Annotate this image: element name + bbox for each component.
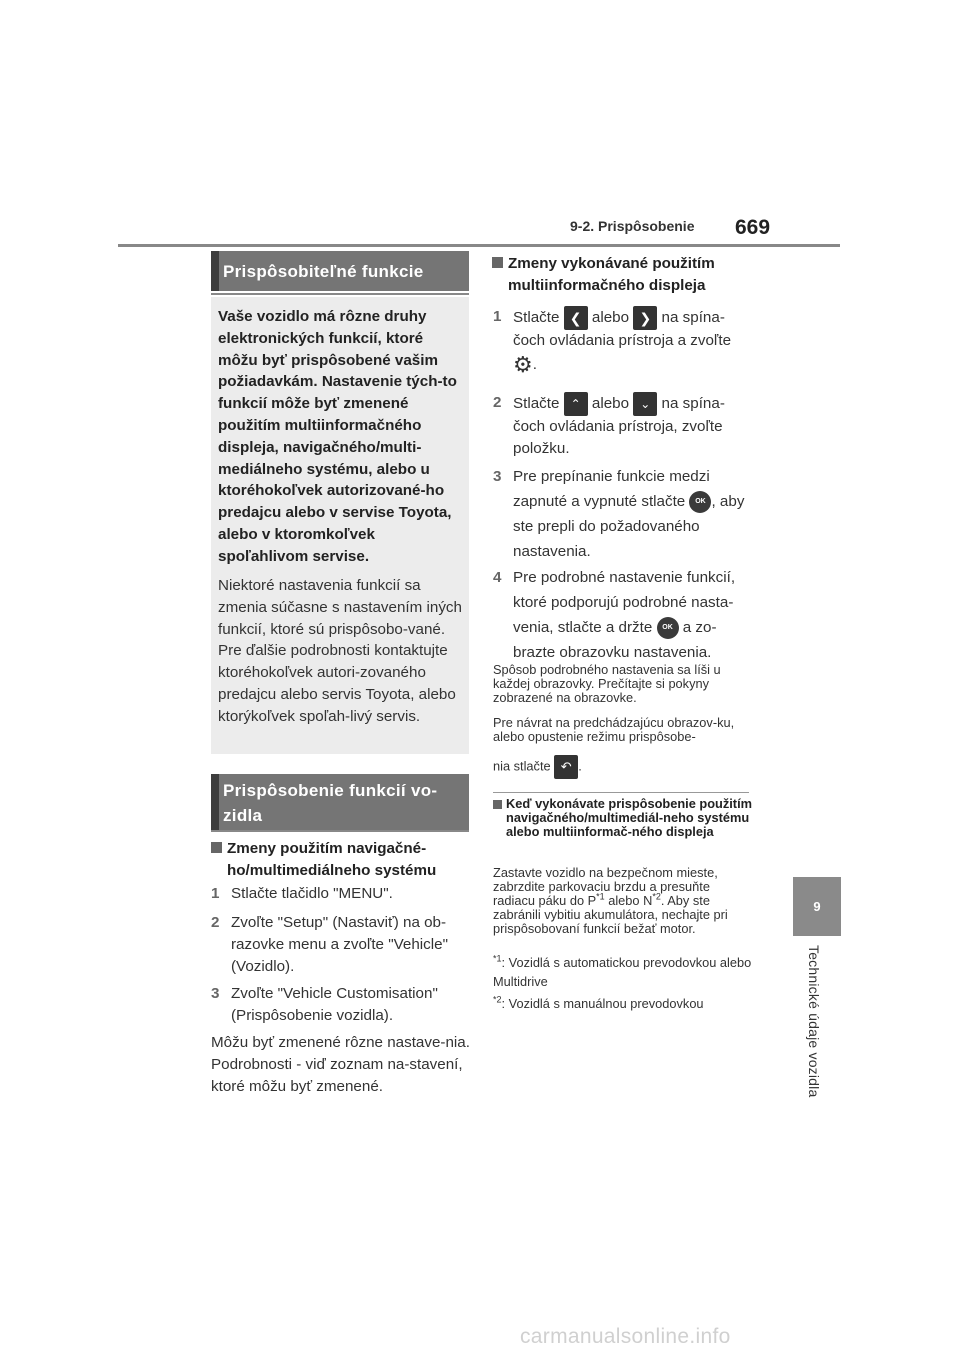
note-return-end: nia stlačte ↶ . [493,755,755,779]
step-item: 1 Stlačte ❮ alebo ❯ na spína-čoch ovládania prístroja a zvoľte ⚙. [493,308,732,377]
ok-button-icon: OK [689,491,711,513]
settings-note: Môžu byť zmenené rôzne nastave-nia. Podrobnosti - viď zoznam na-stavení, ktoré môžu byť zmenené. [211,1034,470,1095]
step-number: 1 [493,308,502,325]
header-rule [118,244,840,247]
heading-accent-bar [211,774,219,830]
chevron-up-icon: ⌃ [564,392,588,416]
step-number: 1 [211,885,220,902]
step-item: 3 Pre prepínanie funkcie medzi zapnuté a vypnuté stlačte OK , aby ste prepli do požadovaného nastavenia. [493,464,755,564]
step-item: 2 Stlačte ⌃ alebo ⌄ na spína-čoch ovládania prístroja, zvoľte položku. [493,394,725,457]
footnote-2: $^{*2}$: Vozidlá s manuálnou prevodovkou [493,994,704,1011]
chevron-down-icon: ⌄ [633,392,657,416]
step-text: Zvoľte "Setup" (Nastaviť) na ob-razovke menu a zvoľte "Vehicle" (Vozidlo). [231,914,448,975]
note-detailed-settings: Spôsob podrobného nastavenia sa líši u každej obrazovky. Prečítajte si pokyny zobrazené na obrazovke. [493,662,721,705]
step-number: 3 [493,468,502,485]
step-item [211,912,473,978]
precaution-text: Zastavte vozidlo na bezpečnom mieste, zabrzdite parkovaciu brzdu a presuňte radiacu páku do $P^{*1}$ alebo $N^{*2}$. Aby ste zabránili vybitiu akumulátora, nechajte pri prispôsobovaní funkcií bežať motor. [493,865,728,936]
footnote-1: $^{*1}$: Vozidlá s automatickou prevodovkou alebo Multidrive [493,953,752,989]
intro-normal-text: Niektoré nastavenia funkcií sa zmenia súčasne s nastavením iných funkcií, ktoré sú prispôsobo-vané. Pre ďalšie podrobnosti kontaktujte ktoréhokoľvek autori-zovaného predajcu alebo servis Toyota, alebo ktorýkoľvek spoľah-livý servis. [218,577,462,725]
section-heading-customizable-features [211,251,469,291]
square-bullet-icon [492,257,503,268]
step-item [211,883,473,905]
chevron-left-icon: ❮ [564,306,588,330]
heading-underline [211,293,469,295]
step-number: 3 [211,985,220,1002]
section-heading-vehicle-customization [211,774,469,830]
step-number: 4 [493,569,502,586]
gear-icon: ⚙ [513,352,533,377]
page-number: 669 [735,216,771,239]
chapter-label: Technické údaje vozidla [806,945,822,1098]
step-number: 2 [493,394,502,411]
heading-underline [211,830,469,832]
heading-accent-bar [211,251,219,291]
step-item: 4 Pre podrobné nastavenie funkcií, ktoré podporujú podrobné nasta-venia, stlačte a držte OK a zo-brazte obrazovku nastavenia. [493,565,755,665]
step-text: Zvoľte "Vehicle Customisation" (Prispôsobenie vozidla). [231,985,438,1024]
watermark: carmanualsonline.info [520,1325,731,1348]
section-heading-text: Prispôsobiteľné funkcie [223,262,424,281]
section-heading-text: Prispôsobenie funkcií vo-zidla [223,781,438,825]
divider [493,792,749,793]
step-text: Stlačte tlačidlo "MENU". [231,885,393,902]
square-bullet-icon [211,842,222,853]
running-header-section: 9-2. Prispôsobenie [570,218,695,234]
intro-bold-text: Vaše vozidlo má rôzne druhy elektronických funkcií, ktoré môžu byť prispôsobené vašim požiadavkám. Nastavenie tých-to funkcií môže byť zmenené použitím multiinformačného displeja, navigačného/multi-mediálneho systému, alebo u ktoréhokoľvek autorizované-ho predajcu alebo v servise Toyota, alebo v ktoromkoľvek spoľahlivom servise. [218,308,457,565]
back-icon: ↶ [554,755,578,779]
subheading-multi-info-display: Zmeny vykonávané použitím multiinformačného displeja [492,253,752,297]
chevron-right-icon: ❯ [633,306,657,330]
step-item [211,983,473,1027]
step-number: 2 [211,914,220,931]
chapter-tab: 9 [793,877,841,936]
square-bullet-icon [493,800,502,809]
subheading-customization-precaution: Keď vykonávate prispôsobenie použitím navigačného/multimediál-neho systému alebo multiinformač-ného displeja [493,797,755,839]
subheading-navigation-system: Zmeny použitím navigačné-ho/multimediálneho systému [211,838,471,882]
ok-button-icon: OK [657,617,679,639]
note-return: Pre návrat na predchádzajúcu obrazov-ku, alebo opustenie režimu prispôsobe- [493,715,735,744]
